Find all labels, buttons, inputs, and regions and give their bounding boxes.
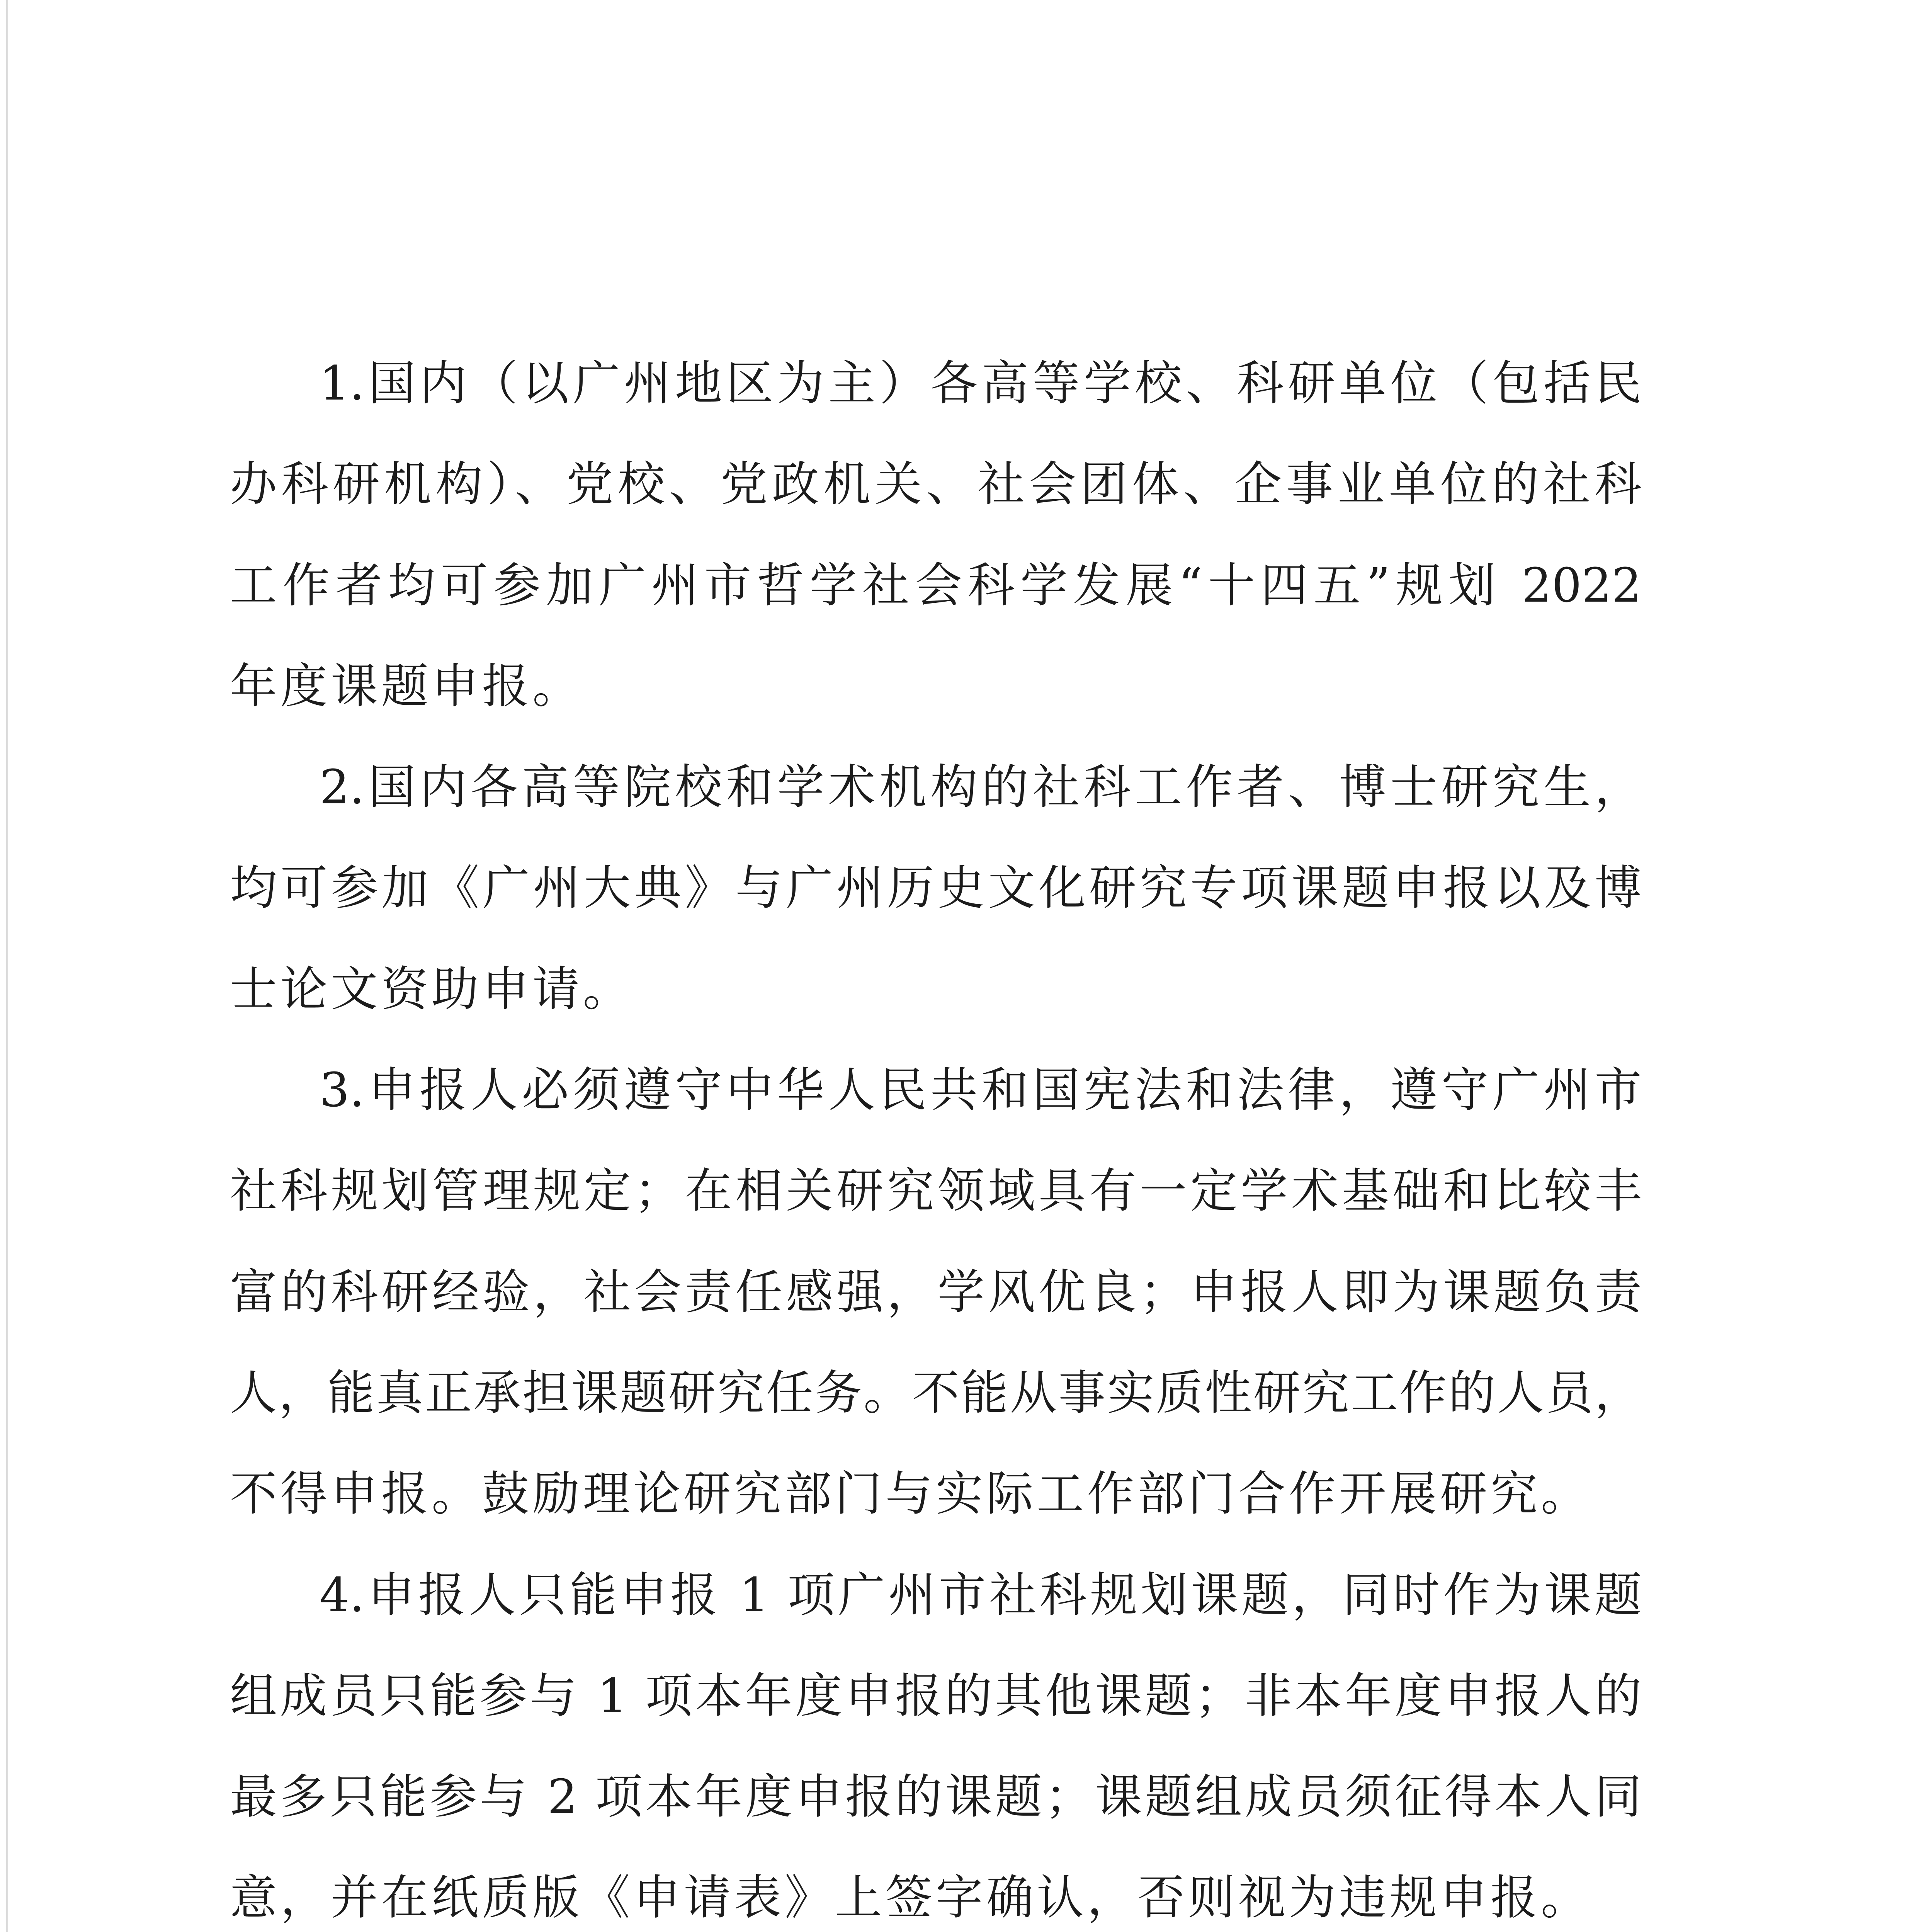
text-line: 4.申报人只能申报 1 项广州市社科规划课题，同时作为课题 [320, 1567, 1642, 1622]
text-line: 均可参加《广州大典》与广州历史文化研究专项课题申报以及博 [230, 861, 1642, 916]
paragraph-1 [230, 333, 1642, 737]
text-line: 1.国内（以广州地区为主）各高等学校、科研单位（包括民 [320, 356, 1642, 411]
text-line: 最多只能参与 2 项本年度申报的课题；课题组成员须征得本人同 [230, 1769, 1642, 1825]
paragraph-2 [230, 737, 1642, 1040]
scan-edge-line [6, 0, 8, 1932]
paragraph-4 [230, 1545, 1642, 1932]
text-line: 人，能真正承担课题研究任务。不能从事实质性研究工作的人员， [230, 1365, 1642, 1420]
text-line: 富的科研经验，社会责任感强，学风优良；申报人即为课题负责 [230, 1264, 1642, 1320]
text-line: 士论文资助申请。 [230, 961, 633, 1017]
text-line: 社科规划管理规定；在相关研究领域具有一定学术基础和比较丰 [230, 1163, 1642, 1219]
text-line: 办科研机构）、党校、党政机关、社会团体、企事业单位的社科 [230, 457, 1642, 512]
body-text [230, 333, 1642, 1932]
text-line: 组成员只能参与 1 项本年度申报的其他课题；非本年度申报人的 [230, 1668, 1642, 1723]
text-line: 3.申报人必须遵守中华人民共和国宪法和法律，遵守广州市 [320, 1063, 1642, 1118]
text-line: 2.国内各高等院校和学术机构的社科工作者、博士研究生， [320, 760, 1642, 815]
paragraph-3 [230, 1040, 1642, 1544]
text-line: 年度课题申报。 [230, 658, 583, 714]
text-line: 不得申报。鼓励理论研究部门与实际工作部门合作开展研究。 [230, 1466, 1591, 1522]
text-line: 意，并在纸质版《申请表》上签字确认，否则视为违规申报。 [230, 1870, 1591, 1925]
text-line: 工作者均可参加广州市哲学社会科学发展“十四五”规划 2022 [230, 558, 1642, 613]
